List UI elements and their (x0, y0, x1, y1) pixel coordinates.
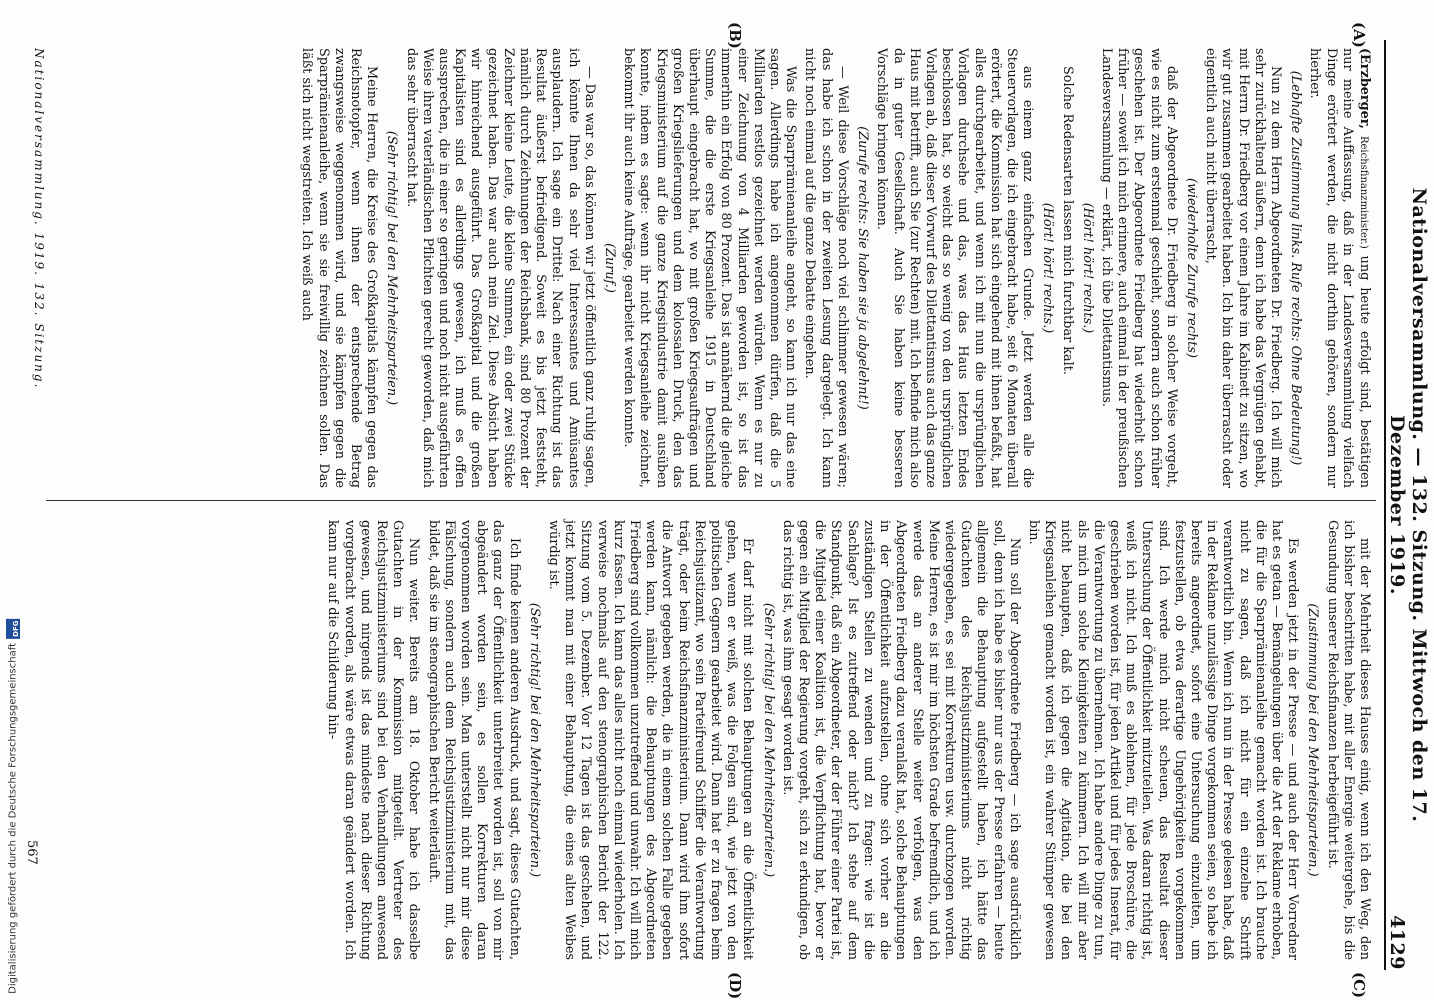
margin-marker-c: (C) (1350, 972, 1368, 999)
right-paragraph: Es werden jetzt in der Presse — und auch der Herr Vorredner hat es getan — Bemängelungen über die Art der Reklame erhoben, die für die Sparprämienanleihe gemacht worden ist. Ich brauche nicht zu sagen, daß ich nicht für ein einzelne Schrift verantwortlich bin. Wenn ich nun in der Presse gelesen habe, daß in der Reklame unzulässige Dinge vorgekommen seien, so habe ich bereits angeordnet, sofort eine Untersuchung einzuleiten, um festzustellen, ob etwa derartige Ungehörigkeiten vorgekommen sind. Ich werde mich nicht scheuen, das Resultat dieser Untersuchung der Öffentlichkeit mitzuteilen. Was daran richtig ist, weiß ich nicht. Ich muß es ablehnen, für jede Broschüre, die geschrieben worden ist, für jeden Artikel und für jedes Inserat, für die Verantwortung zu übernehmen. Ich habe andere Dinge zu tun, als mich um solche Kleinigkeiten zu kümmern. Ich will mir aber nicht behaupten, daß ich gegen die Agitation, die bei den Kriegsanleihen gemacht worden ist, ein wahrer Stümper gewesen bin. (1025, 520, 1301, 960)
right-paragraph: Nun weiter. Bereits am 18. Oktober habe ich dasselbe Gutachten in der Kommission mitgeteilt. Vertreter des Reichsjustizministeriums sind bei den Verhandlungen anwesend gewesen, und nirgends ist das mindeste nach dieser Richtung vorgebracht worden, als wäre etwas daran geändert worden. Ich kann nur auf die Schilderung hin- (325, 520, 422, 960)
digitization-credit (0, 0, 26, 1000)
paragraph-text: ung heute erfolgt sind, bestätigen nur meine Auffassung, daß in der Landesversammlung vielfach Dinge erörtert werden, die nicht dorthin gehören, sondern nur hierher. (1307, 48, 1372, 488)
left-interjection: (wiederholte Zurufe rechts) (1183, 178, 1199, 358)
right-paragraph: Ich finde keinen anderen Ausdruck, und sagt, dieses Gutachten, das ganz der Öffentlichkeit unterbreitet worden ist, soll von mir abgeändert worden sein, es sollen Korrekturen daran vorgenommen worden sein. Man unterstellt nicht nur mir diese Fälschung, sondern auch dem Reichsjustizministerium mit, das bildet, daß sie im stenographischen Bericht weiterläuft. (425, 520, 522, 960)
left-interjection: (Sehr richtig! bei den Mehrheitsparteien.) (384, 130, 400, 406)
left-paragraph: — Das war so, das können wir jetzt öffentlich ganz ruhig sagen, ich könnte Ihnen da sehr viel Interessantes und Amüsantes ausplaudern. Ich sage ein Drittel: Nach einer Richtung ist das Resultat äußerst befriedigend. Soweit es bis jetzt feststeht, nämlich durch Zeichnungen der Reichsbank, sind 80 Prozent der Zeichner kleine Leute, die kleine Summen, ein oder zwei Stücke gezeichnet haben. Das war auch mein Ziel. Diese Absicht haben wir hinreichend ausgeführt. Das Großkapital und die großen Kapitalisten sind es allerdings gewesen, ich muß es offen aussprechen, die in einer so geringen und noch nicht ausgeführten Weise ihren vaterländischen Pflichten gerecht geworden, daß mich das sehr überrascht hat. (403, 48, 597, 488)
credit-text: Digitalisierung gefördert durch die Deutsche Forschungsgemeinschaft (7, 643, 19, 994)
left-interjection: (Hört! hört! rechts.) (1040, 202, 1056, 334)
right-paragraph: mit der Mehrheit dieses Hauses einig, wenn ich den Weg, den ich bisher beschritten habe, mit aller Energie weitergehe, bis die Gesundung unserer Reichsfinanzen herbeigeführt ist. (1324, 520, 1372, 960)
speaker-name: (Erzberger, (1357, 48, 1372, 130)
left-paragraph: aus einem ganz einfachen Grunde. Jetzt werden alle die Steuervorlagen, die ich eingebracht habe, seit 6 Monaten überall erörtert, die Kommission hat sich eingehend mit ihnen befaßt, hat alles durchgearbeitet, und wenn ich mit nun die ursprünglichen Vorlagen durchsehe und das, was das Haus letzten Endes beschlossen hat, so weicht das so wenig von den ursprünglichen Vorlagen ab, daß dieser Vorwurf des Dilettantismus auch das ganze Haus mit betrifft, auch Sie (zur Rechten) mit. Ich befinde mich also da in guter Gesellschaft. Auch Sie haben keine besseren Vorschläge bringen können. (874, 48, 1036, 488)
right-paragraph: Er darf nicht mit solchen Behauptungen an die Öffentlichkeit gehen, wenn er weiß, was die Folgen sind, wie jetzt von den politischen Gegnern gearbeitet wird. Dann hat er zu fragen beim Reichsjustizamt, wo sein Parteifreund Schiffer die Verantwortung trägt, oder beim Reichsfinanzministerium. Dann wird ihm sofort die Antwort gegeben werden, die in einem solchen Falle gegeben werden kann, nämlich: die Behauptungen des Abgeordneten Friedberg sind vollkommen unzutreffend und unwahr. Ich will mich kurz fassen. Ich kann das alles nicht noch einmal wiederholen. Ich verweise nochmals auf den stenographischen Bericht der 122. Sitzung vom 5. Dezember. Vor 12 Tagen ist das geschehen, und jetzt kommt man mit einer Behauptung, die eines alten Weibes würdig ist. (546, 520, 756, 960)
margin-marker-a: (A) (1350, 22, 1368, 48)
left-interjection: (Zurufe rechts: Sie haben sie ja abgelehnt!) (855, 126, 871, 410)
right-interjection: (Zustimmung bei den Mehrheitsparteien.) (1305, 603, 1321, 877)
right-interjection: (Sehr richtig! bei den Mehrheitsparteien.) (526, 602, 542, 878)
left-paragraph: Meine Herren, die Kreise des Großkapitals kämpfen gegen das Reichsnotopfer, wenn ihnen der entsprechende Betrag zwangsweise weggenommen wird, und sie kämpfen gegen die Sparprämienanleihe, wenn sie sie freiwillig zeichnen sollen. Das läßt sich nicht wegstreiten. Ich weiß auch (299, 48, 380, 488)
right-interjection: (Sehr richtig! bei den Mehrheitsparteien.) (760, 602, 776, 878)
left-interjection: (Hört! hört! rechts.) (1079, 202, 1095, 334)
left-paragraph: Was die Sparprämienanleihe angeht, so kann ich nur das eine sagen. Allerdings habe ich angenommen dürfen, daß die 5 Milliarden restlos gezeichnet werden würden. Wenn es nur zu einer Zeichnung von 4 Milliarden geworden ist, so ist das immerhin ein Erfolg von 80 Prozent. Das ist annähernd die gleiche Summe, die die erste Kriegsanleihe 1915 in Deutschland überhaupt eingebracht hat, wo mit großen Kriegsaufträgen und großen Kriegslieferungen und dem kolossalen Druck, den das Kriegsministerium auf die ganze Kriegsindustrie damit ausüben konnte, indem es sagte: wenn ihr nicht Kriegsanleihe zeichnet, bekommt ihr auch keine Aufträge, gearbeitet werden konnte. (621, 48, 799, 488)
page-header-title: Nationalversammlung. — 132. Sitzung. Mittwoch den 17. Dezember 1919. (1386, 187, 1430, 823)
right-paragraph: Nun soll der Abgeordnete Friedberg — ich sage ausdrücklich soll, denn ich habe es bisher nur aus der Presse erfahren — heute allgemein die Behauptung aufgestellt haben, ich hätte das Gutachten des Reichsjustizministeriums nicht richtig wiedergegeben, es sei mit Korrekturen usw. durchzogen worden. Meine Herren, es ist mir im höchsten Grade befremdlich, und ich werde das an anderer Stelle weiter verfolgen, was den Abgeordneten Friedberg dazu veranlaßt hat, solche Behauptungen in der Öffentlichkeit aufzustellen, ohne sich vorher an die zuständigen Stellen zu wenden und zu fragen: wie ist die Sachlage? Ist es zutreffend oder nicht? Ich stehe auf dem Standpunkt, daß ein Abgeordneter, der der Führer einer Partei ist, die Mitglied einer Koalition ist, die Verpflichtung hat, bevor er gegen ein Mitglied der Regierung vorgeht, sich zu erkundigen, ob das richtig ist, was ihm gesagt worden ist. (779, 520, 1022, 960)
left-paragraph (1306, 48, 1372, 488)
page-header-number: 4129 (1386, 915, 1408, 970)
left-text-column (295, 48, 1372, 488)
left-interjection: (Lebhafte Zustimmung links. Rufe rechts: Ohne Bedeutung!) (1288, 70, 1304, 466)
column-divider (46, 500, 1376, 501)
right-text-column (321, 520, 1372, 960)
left-interjection: (Zuruf.) (602, 243, 618, 293)
page-footer: Nationalversammlung. 1919. 132. Sitzung. (32, 48, 46, 390)
margin-marker-d: (D) (726, 972, 744, 1000)
margin-marker-b: (B) (726, 22, 744, 49)
left-paragraph: — Weil diese Vorschläge noch viel schlimmer gewesen wären; das habe ich schon in der zweiten Lesung dargelegt. Ich kann nicht noch einmal auf die ganze Debatte eingehen. (802, 48, 850, 488)
left-paragraph: daß der Abgeordnete Dr. Friedberg in solcher Weise vorgeht, wie es nicht zum erstenmal geschieht, sondern auch schon früher geschehen ist. Der Abgeordnete Friedberg hat wiederholt schon früher — soweit ich mich erinnere, auch einmal in der preußischen Landesversammlung — erklärt, ich übe Dilettantismus. (1098, 48, 1179, 488)
bottom-page-number: 567 (24, 840, 39, 865)
speaker-role: Reichsfinanzminister.) (1358, 135, 1369, 249)
left-paragraph: Nun zu dem Herrn Abgeordneten Dr. Friedberg. Ich will mich sehr zurückhaltend äußern, denn ich habe das Vergnügen gehabt, mit Herrn Dr. Friedberg vor einem Jahre im Kabinett zu sitzen, wo wir gut zusammen gearbeitet haben. Ich bin daher überrascht oder eigentlich auch nicht überrascht, (1203, 48, 1283, 488)
page-header (1384, 40, 1430, 970)
left-paragraph: Solche Redensarten lassen mich furchtbar kalt. (1059, 66, 1075, 375)
dfg-logo-icon: DFG (6, 619, 20, 639)
